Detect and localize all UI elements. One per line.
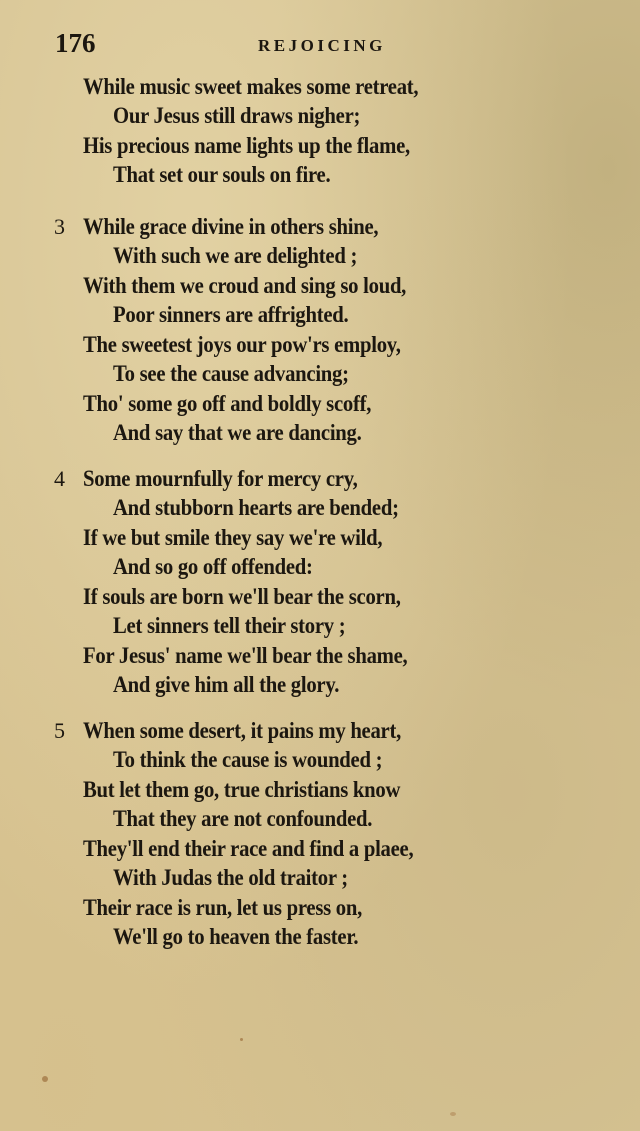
verse-line: Our Jesus still draws nigher; [113, 103, 361, 128]
running-head: REJOICING [258, 36, 386, 55]
verse-line: If souls are born we'll bear the scorn, [83, 584, 401, 609]
foxing-spot [42, 1076, 48, 1082]
verse-line: To think the cause is wounded ; [113, 747, 383, 772]
verse-line: We'll go to heaven the faster. [113, 924, 359, 949]
verse-line: And stubborn hearts are bended; [113, 495, 399, 520]
verse-line: If we but smile they say we're wild, [83, 525, 383, 550]
verse-line: That set our souls on fire. [113, 162, 331, 187]
verse-line: For Jesus' name we'll bear the shame, [83, 643, 408, 668]
verse-line: With Judas the old traitor ; [113, 865, 348, 890]
verse-line: His precious name lights up the flame, [83, 133, 410, 158]
verse-line: They'll end their race and find a plaee, [83, 836, 414, 861]
verse-line: That they are not confounded. [113, 806, 373, 831]
verse-line: Tho' some go off and boldly scoff, [83, 391, 372, 416]
verse-line: With them we croud and sing so loud, [83, 273, 407, 298]
verse-line: But let them go, true christians know [83, 777, 401, 802]
verse-line: The sweetest joys our pow'rs employ, [83, 332, 401, 357]
verse-line: With such we are delighted ; [113, 243, 358, 268]
page-number: 176 [55, 28, 96, 58]
verse-line: Poor sinners are affrighted. [113, 302, 349, 327]
verse-line: And give him all the glory. [113, 672, 340, 697]
foxing-spot [240, 1038, 243, 1041]
verse-number: 5 [54, 718, 65, 743]
verse-line: To see the cause advancing; [113, 361, 349, 386]
verse-line: Let sinners tell their story ; [113, 613, 346, 638]
foxing-spot [450, 1112, 456, 1116]
verse-line: Their race is run, let us press on, [83, 895, 363, 920]
verse-line: Some mournfully for mercy cry, [83, 466, 358, 491]
verse-line: And so go off offended: [113, 554, 313, 579]
verse-line: And say that we are dancing. [113, 420, 362, 445]
verse-number: 4 [54, 466, 65, 491]
verse-number: 3 [54, 214, 65, 239]
page-header [0, 24, 640, 64]
verse-line: While grace divine in others shine, [83, 214, 379, 239]
verse-line: While music sweet makes some retreat, [83, 74, 419, 99]
verse-line: When some desert, it pains my heart, [83, 718, 402, 743]
